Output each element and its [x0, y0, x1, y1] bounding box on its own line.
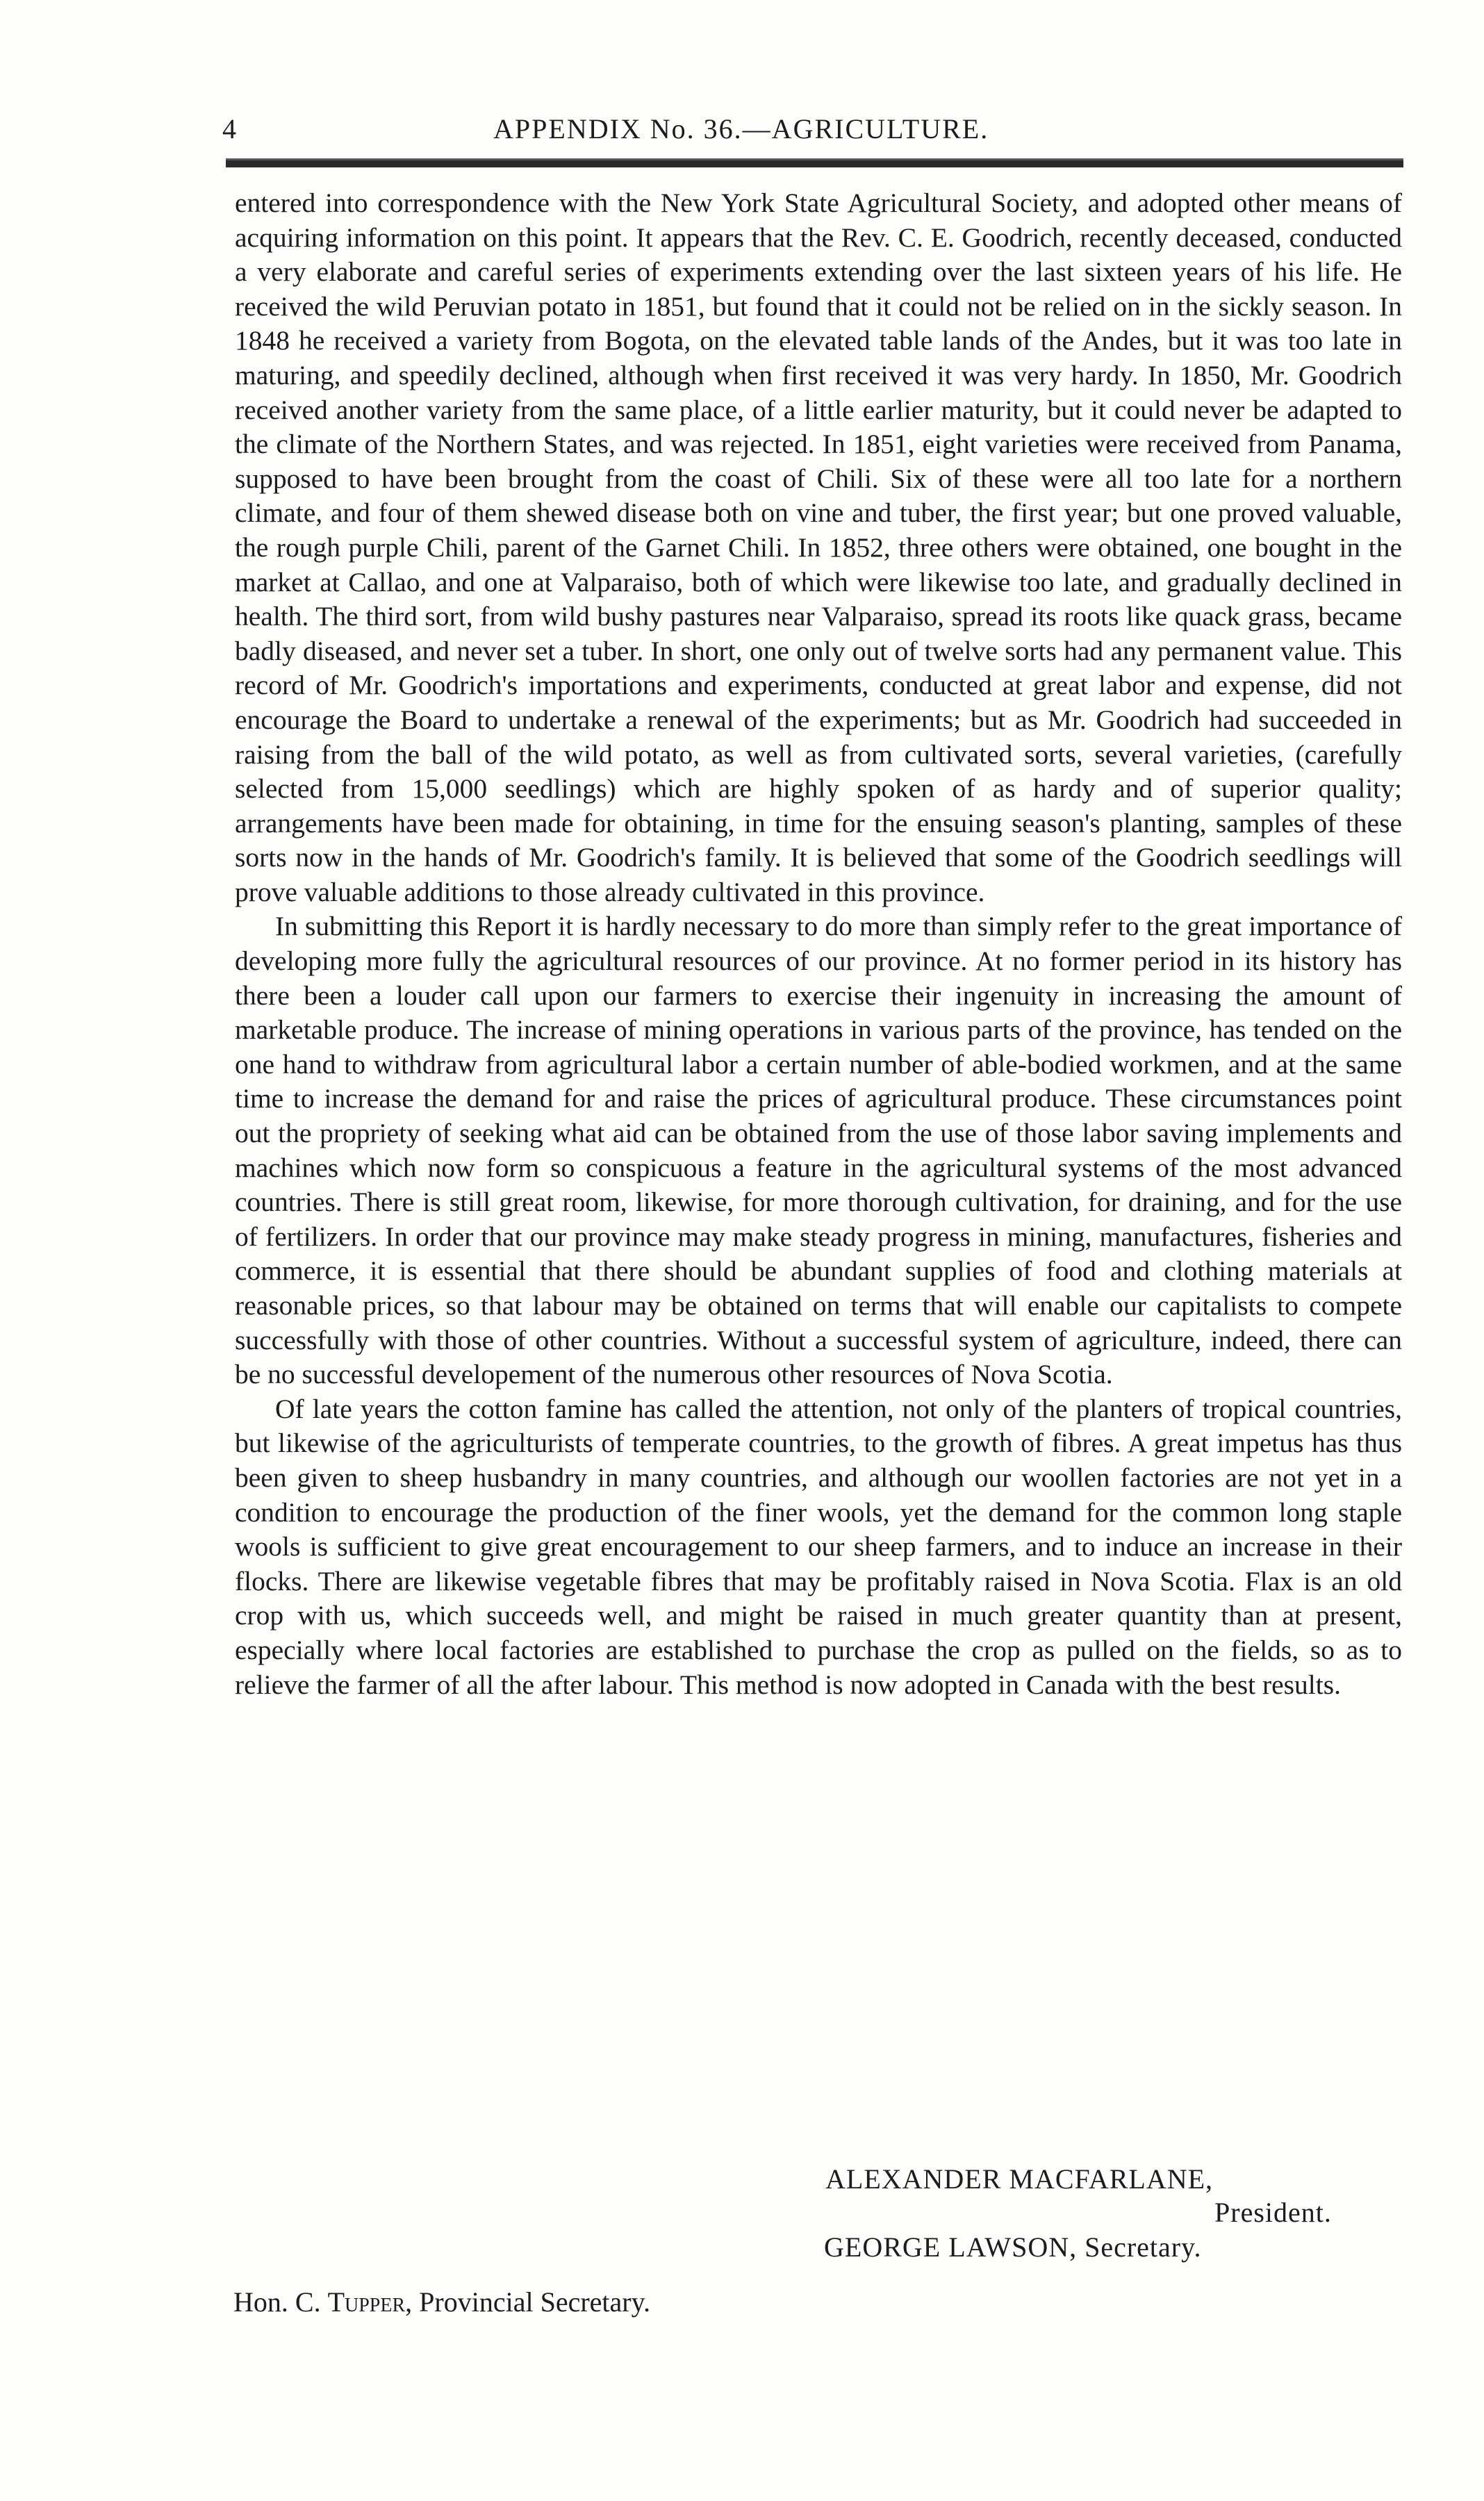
body-text [235, 186, 1402, 1702]
header-rule [226, 158, 1403, 167]
addressee-prefix: Hon. C. [233, 2286, 328, 2318]
signature-block [235, 2162, 1402, 2301]
paragraph-agricultural-resources: In submitting this Report it is hardly necessary to do more than simply refer to the great importance of developing more fully the agricultural resources of our province. At no former period in its history has there been a louder call upon our farmers to exercise their ingenuity in increasing the amount of marketable produce. The increase of mining operations in various parts of the province, has tended on the one hand to withdraw from agricultural labor a certain number of able-bodied workmen, and at the same time to increase the demand for and raise the prices of agricultural produce. These circumstances point out the propriety of seeking what aid can be obtained from the use of those labor saving implements and machines which now form so conspicuous a feature in the agricultural systems of the most advanced countries. There is still great room, likewise, for more thorough cultivation, for draining, and for the use of fertilizers. In order that our province may make steady progress in mining, manufactures, fisheries and commerce, it is essential that there should be abundant supplies of food and clothing materials at reasonable prices, so that labour may be obtained on terms that will enable our capitalists to compete successfully with those of other countries. Without a successful system of agriculture, indeed, there can be no successful developement of the numerous other resources of Nova Scotia. [235, 911, 1402, 1390]
secretary-signature: GEORGE LAWSON, Secretary. [824, 2231, 1202, 2263]
president-name: ALEXANDER MACFARLANE, [825, 2163, 1214, 2195]
page-number: 4 [222, 113, 238, 145]
addressee-line [233, 2286, 650, 2318]
header-title: APPENDIX No. 36.—AGRICULTURE. [493, 113, 989, 145]
president-title: President. [1214, 2197, 1332, 2228]
addressee-suffix: , Provincial Secretary. [405, 2286, 650, 2318]
running-header [222, 104, 1403, 153]
paragraph-fibres: Of late years the cotton famine has called the attention, not only of the planters of tropical countries, but likewise of the agriculturists of temperate countries, to the growth of fibres. A great impetus has thus been given to sheep husbandry in many countries, and although our woollen factories are not yet in a condition to encourage the production of the finer wools, yet the demand for the common long staple wools is sufficient to give great encouragement to our sheep farmers, and to induce an increase in their flocks. There are likewise vegetable fibres that may be profitably raised in Nova Scotia. Flax is an old crop with us, which succeeds well, and might be raised in much greater quantity than at present, especially where local factories are established to purchase the crop as pulled on the fields, so as to relieve the farmer of all the after labour. This method is now adopted in Canada with the best results. [235, 1393, 1402, 1700]
addressee-name: Tupper [327, 2286, 406, 2318]
paragraph-potato-experiments: entered into correspondence with the New York State Agricultural Society, and adopted other means of acquiring information on this point. It appears that the Rev. C. E. Goodrich, recently deceased, conducted a very elaborate and careful series of experiments extending over the last sixteen years of his life. He received the wild Peruvian potato in 1851, but found that it could not be relied on in the sickly season. In 1848 he received a variety from Bogota, on the elevated table lands of the Andes, but it was too late in maturing, and speedily declined, although when first received it was very hardy. In 1850, Mr. Goodrich received another variety from the same place, of a little earlier maturity, but it could never be adapted to the climate of the Northern States, and was rejected. In 1851, eight varieties were received from Panama, supposed to have been brought from the coast of Chili. Six of these were all too late for a northern climate, and four of them shewed disease both on vine and tuber, the first year; but one proved valuable, the rough purple Chili, parent of the Garnet Chili. In 1852, three others were obtained, one bought in the market at Callao, and one at Valparaiso, both of which were likewise too late, and gradually declined in health. The third sort, from wild bushy pastures near Valparaiso, spread its roots like quack grass, became badly diseased, and never set a tuber. In short, one only out of twelve sorts had any permanent value. This record of Mr. Goodrich's importations and experiments, conducted at great labor and expense, did not encourage the Board to undertake a renewal of the experiments; but as Mr. Goodrich had succeeded in raising from the ball of the wild potato, as well as from cultivated sorts, several varieties, (carefully selected from 15,000 seedlings) which are highly spoken of as hardy and of superior quality; arrangements have been made for obtaining, in time for the ensuing season's planting, samples of these sorts now in the hands of Mr. Goodrich's family. It is believed that some of the Goodrich seedlings will prove valuable additions to those already cultivated in this province. [235, 188, 1402, 907]
